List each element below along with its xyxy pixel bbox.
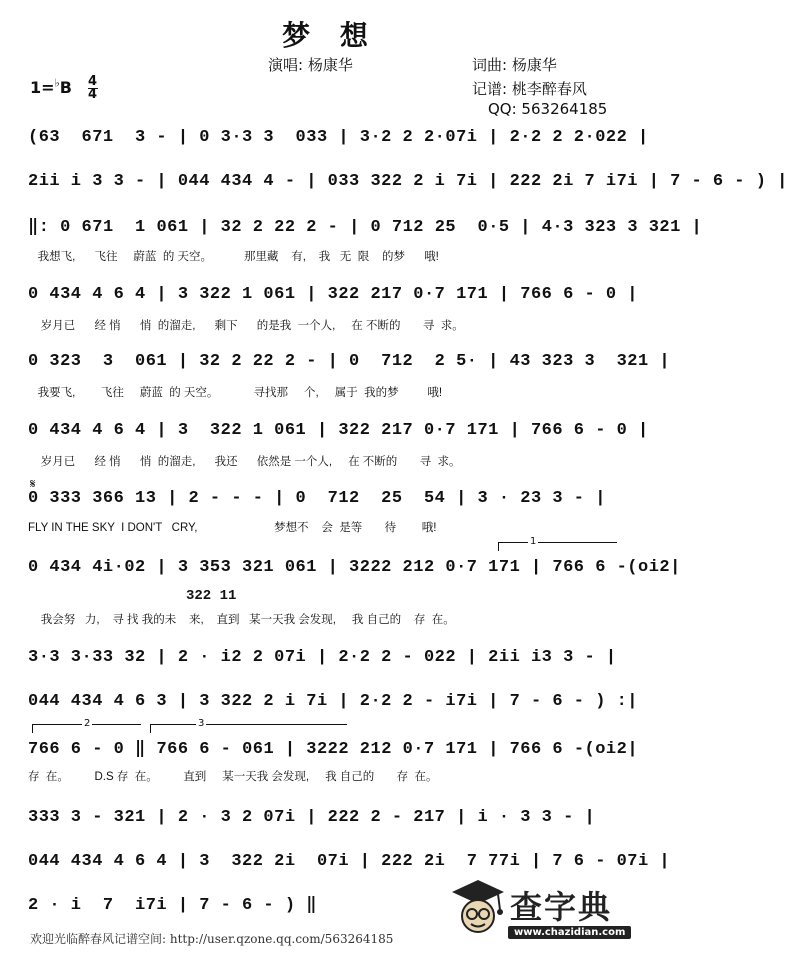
volta-bracket-3 bbox=[150, 724, 347, 733]
student-mascot-icon bbox=[448, 876, 508, 942]
notation-line-10: 044 434 4 6 3 | 3 322 2 i 7i | 2·2 2 - i7i | 7 - 6 - ) :| bbox=[28, 692, 638, 711]
notation-line-1: (63 671 3 - | 0 3·3 3 033 | 3·2 2 2·07i | 2·2 2 2·022 | bbox=[28, 128, 649, 147]
volta-number-2: 2 bbox=[84, 718, 91, 729]
singer-credit: 演唱: 杨康华 bbox=[268, 56, 353, 74]
volta-number-1: 1 bbox=[530, 536, 537, 547]
lyrics-line-4: 岁月已 经 悄 悄 的溜走, 剩下 的是我 一个人, 在 不断的 寻 求。 bbox=[28, 320, 464, 332]
lyrics-line-6: 岁月已 经 悄 悄 的溜走, 我还 依然是 一个人, 在 不断的 寻 求。 bbox=[28, 456, 461, 468]
site-logo bbox=[448, 876, 644, 946]
lyrics-line-11: 存 在。 D.S 存 在。 直到 某一天我 会发现, 我 自己的 存 在。 bbox=[28, 771, 438, 783]
notation-line-7: 0 333 366 13 | 2 - - - | 0 712 25 54 | 3 · 23 3 - | bbox=[28, 489, 606, 508]
key-note: B bbox=[59, 78, 72, 97]
logo-text: 查字典 bbox=[510, 888, 613, 926]
lyrics-line-3: 我想飞, 飞往 蔚蓝 的 天空。 那里藏 有, 我 无 限 的梦 哦! bbox=[28, 251, 439, 263]
notation-line-2: 2ii i 3 3 - | 044 434 4 - | 033 322 2 i 7i | 222 2i 7 i7i | 7 - 6 - ) | bbox=[28, 172, 788, 191]
notation-line-12: 333 3 - 321 | 2 · 3 2 07i | 222 2 - 217 | i · 3 3 - | bbox=[28, 808, 596, 827]
composer-credit: 词曲: 杨康华 bbox=[472, 56, 557, 74]
qq-credit: QQ: 563264185 bbox=[488, 100, 608, 118]
notation-line-3: ‖: 0 671 1 061 | 32 2 22 2 - | 0 712 25 0·5 | 4·3 323 3 321 | bbox=[28, 218, 703, 237]
key-prefix: 1= bbox=[30, 78, 55, 97]
notation-line-8: 0 434 4i·02 | 3 353 321 061 | 3222 212 0·7 171 | 766 6 -(oi2| bbox=[28, 558, 681, 577]
flat-sign: ♭ bbox=[54, 76, 60, 90]
segno-sign: 𝄋 bbox=[30, 477, 36, 492]
notation-line-5: 0 323 3 061 | 32 2 22 2 - | 0 712 2 5· | 43 323 3 321 | bbox=[28, 352, 671, 371]
volta-number-3: 3 bbox=[198, 718, 205, 729]
alternate-notes: 322 11 bbox=[186, 588, 237, 604]
lyrics-line-5: 我要飞, 飞往 蔚蓝 的 天空。 寻找那 个, 属于 我的梦 哦! bbox=[28, 387, 443, 399]
logo-url: www.chazidian.com bbox=[508, 926, 631, 939]
notation-line-6: 0 434 4 6 4 | 3 322 1 061 | 322 217 0·7 171 | 766 6 - 0 | bbox=[28, 421, 649, 440]
notation-line-4: 0 434 4 6 4 | 3 322 1 061 | 322 217 0·7 171 | 766 6 - 0 | bbox=[28, 285, 638, 304]
volta-bracket-1 bbox=[498, 542, 617, 551]
notation-line-11: 766 6 - 0 ‖ 766 6 - 061 | 3222 212 0·7 171 | 766 6 -(oi2| bbox=[28, 740, 639, 759]
song-title: 梦 想 bbox=[282, 19, 378, 52]
time-signature bbox=[88, 76, 98, 101]
time-numerator: 4 bbox=[88, 74, 98, 89]
key-signature bbox=[30, 76, 98, 101]
footer-text: 欢迎光临醉春风记谱空间: http://user.qzone.qq.com/563264185 bbox=[30, 932, 394, 946]
lyrics-line-7: FLY IN THE SKY I DON'T CRY, 梦想不 会 是等 待 哦! bbox=[28, 522, 437, 534]
notation-line-13: 044 434 4 6 4 | 3 322 2i 07i | 222 2i 7 77i | 7 6 - 07i | bbox=[28, 852, 671, 871]
notation-line-9: 3·3 3·33 32 | 2 · i2 2 07i | 2·2 2 - 022 | 2ii i3 3 - | bbox=[28, 648, 617, 667]
transcriber-credit: 记谱: 桃李醉春风 bbox=[472, 80, 587, 98]
notation-line-14: 2 · i 7 i7i | 7 - 6 - ) ‖ bbox=[28, 896, 317, 915]
time-denominator: 4 bbox=[88, 87, 98, 102]
lyrics-line-8: 我会努 力, 寻 找 我的未 来, 直到 某一天我 会发现, 我 自己的 存 在。 bbox=[28, 614, 455, 626]
